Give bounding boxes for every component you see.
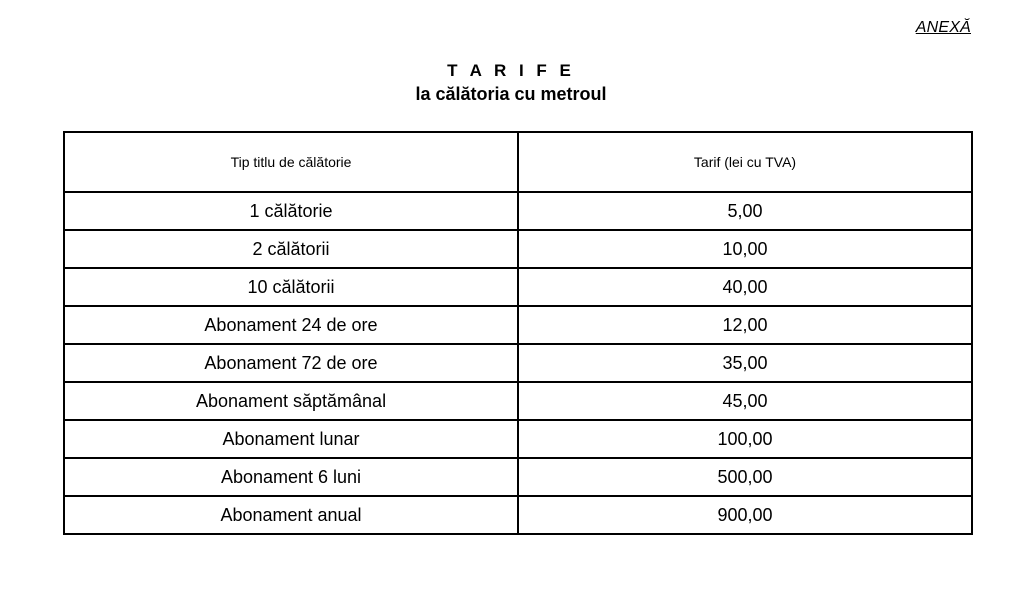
tariffs-table <box>63 131 973 535</box>
fare-cell: 900,00 <box>518 496 972 534</box>
fare-cell: 40,00 <box>518 268 972 306</box>
ticket-type-cell: Abonament 24 de ore <box>64 306 518 344</box>
ticket-type-cell: Abonament 6 luni <box>64 458 518 496</box>
table-header-row <box>64 132 972 192</box>
page-subtitle: la călătoria cu metroul <box>415 84 607 104</box>
table-row <box>64 382 972 420</box>
table-row <box>64 496 972 534</box>
page-title: T A R I F E <box>447 61 575 80</box>
ticket-type-cell: Abonament săptămânal <box>64 382 518 420</box>
table-row <box>64 192 972 230</box>
table-row <box>64 268 972 306</box>
table-row <box>64 344 972 382</box>
fare-cell: 100,00 <box>518 420 972 458</box>
fare-cell: 12,00 <box>518 306 972 344</box>
ticket-type-cell: Abonament lunar <box>64 420 518 458</box>
ticket-type-cell: 10 călătorii <box>64 268 518 306</box>
table-row <box>64 230 972 268</box>
fare-cell: 500,00 <box>518 458 972 496</box>
fare-cell: 5,00 <box>518 192 972 230</box>
table-row <box>64 306 972 344</box>
table-row <box>64 458 972 496</box>
ticket-type-cell: Abonament anual <box>64 496 518 534</box>
table-body <box>64 192 972 534</box>
column-header-ticket-type: Tip titlu de călătorie <box>64 132 518 192</box>
table-header <box>64 132 972 192</box>
fare-cell: 10,00 <box>518 230 972 268</box>
fare-cell: 45,00 <box>518 382 972 420</box>
ticket-type-cell: 2 călătorii <box>64 230 518 268</box>
column-header-fare: Tarif (lei cu TVA) <box>518 132 972 192</box>
fare-cell: 35,00 <box>518 344 972 382</box>
ticket-type-cell: 1 călătorie <box>64 192 518 230</box>
ticket-type-cell: Abonament 72 de ore <box>64 344 518 382</box>
table-row <box>64 420 972 458</box>
annex-label: ANEXĂ <box>915 19 971 36</box>
